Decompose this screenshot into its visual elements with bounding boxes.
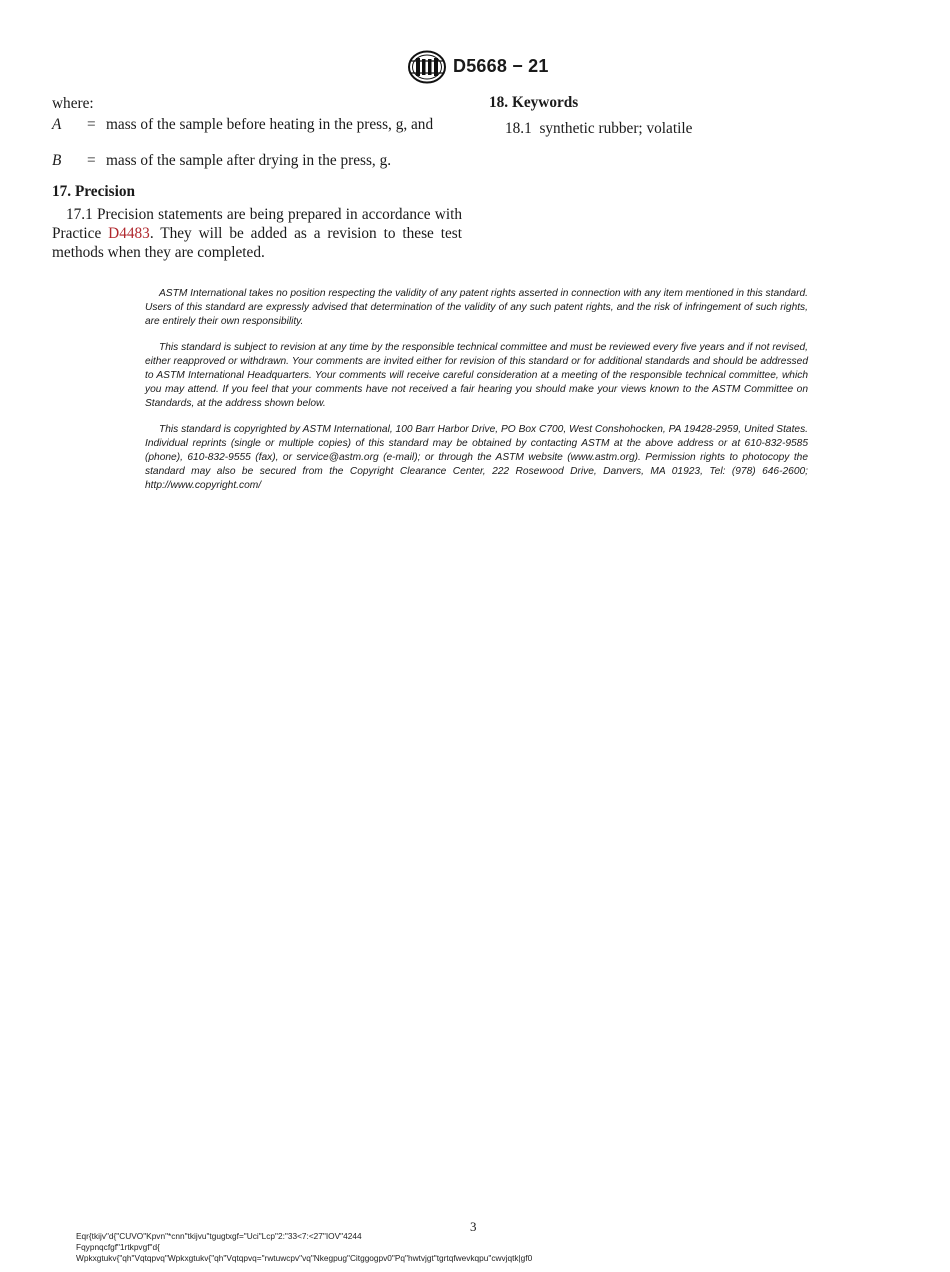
footer-line: Eqr{tkijv"d{"CUVO"Kpvn"*cnn"tkijvu"tgugtxgf="Uci"Lcp"2:"33<7:<27"IOV"4244 [76, 1231, 362, 1241]
paragraph-17-1 [52, 206, 462, 262]
document-designation: D5668 − 21 [453, 56, 549, 76]
practice-d4483-link[interactable]: D4483 [108, 225, 150, 243]
paragraph-text: . They will be added as a revision to these test methods when they are completed. [52, 225, 462, 261]
paragraph-number: 17.1 [66, 206, 93, 224]
variable-definition: mass of the sample before heating in the press, g, and [106, 115, 434, 133]
revision-notice: This standard is subject to revision at any time by the responsible technical committee and must be reviewed every five years and if not revised, either reapproved or withdrawn. Your comments are invited either for revision of this standard or for additional standards and should be addressed to ASTM International Headquarters. Your comments will receive careful consideration at a meeting of the responsible technical committee, which you may attend. If you feel that your comments have not received a fair hearing you should make your views known to the ASTM Committee on Standards, at the address shown below. [145, 342, 808, 409]
where-label: where: [52, 95, 94, 112]
copyright-notice: This standard is copyrighted by ASTM International, 100 Barr Harbor Drive, PO Box C700, West Conshohocken, PA 19428-2959, United States. Individual reprints (single or multiple copies) of this standard may be obtained by contacting ASTM at the above address or at 610-832-9585 (phone), 610-832-9555 (fax), or service@astm.org (e-mail); or through the ASTM website (www.astm.org). Permission rights to photocopy the standard may also be secured from the Copyright Clearance Center, 222 Rosewood Drive, Danvers, MA 01923, Tel: (978) 646-2600; http://www.copyright.com/ [145, 424, 808, 491]
variable-definition: mass of the sample after drying in the press, g. [106, 151, 392, 169]
keywords-text: synthetic rubber; volatile [539, 119, 693, 137]
left-column [52, 95, 462, 263]
paragraph-text: Precision statements are being prepared in accordance with Practice [52, 206, 462, 243]
equals-sign: = [87, 151, 96, 169]
paragraph-number: 18.1 [505, 119, 532, 137]
page-header [0, 50, 950, 86]
license-footer [76, 1231, 532, 1264]
section-heading-precision: 17. Precision [52, 182, 135, 200]
equals-sign: = [87, 115, 96, 133]
patent-notice: ASTM International takes no position respecting the validity of any patent rights asserted in connection with any item mentioned in this standard. Users of this standard are expressly advised that determination of the validity of any such patent rights, and the risk of infringement of such rights, are entirely their own responsibility. [145, 288, 808, 327]
footer-line: Fqypnqcfgf"1rtkpvgf"d{ [76, 1242, 160, 1252]
legal-notices [145, 287, 808, 492]
equation-definition-a [52, 116, 462, 135]
paragraph-18-1 [489, 120, 899, 139]
variable-symbol: A [52, 115, 62, 133]
footer-line: Wpkxgtukv{"qh"Vqtqpvq"Wpkxgtukv{"qh"Vqtqpvq="rwtuwcpv"vq"Nkegpug"Citggogpv0"Pq"hwtvjgt"tgrtqfwevkqpu"cwvjqtk|gf0 [76, 1253, 533, 1263]
equation-definition-b [52, 152, 462, 171]
astm-logo-icon [407, 50, 447, 84]
page-number: 3 [470, 1219, 477, 1234]
variable-symbol: B [52, 151, 62, 169]
right-column [489, 95, 899, 154]
section-heading-keywords: 18. Keywords [489, 94, 579, 111]
